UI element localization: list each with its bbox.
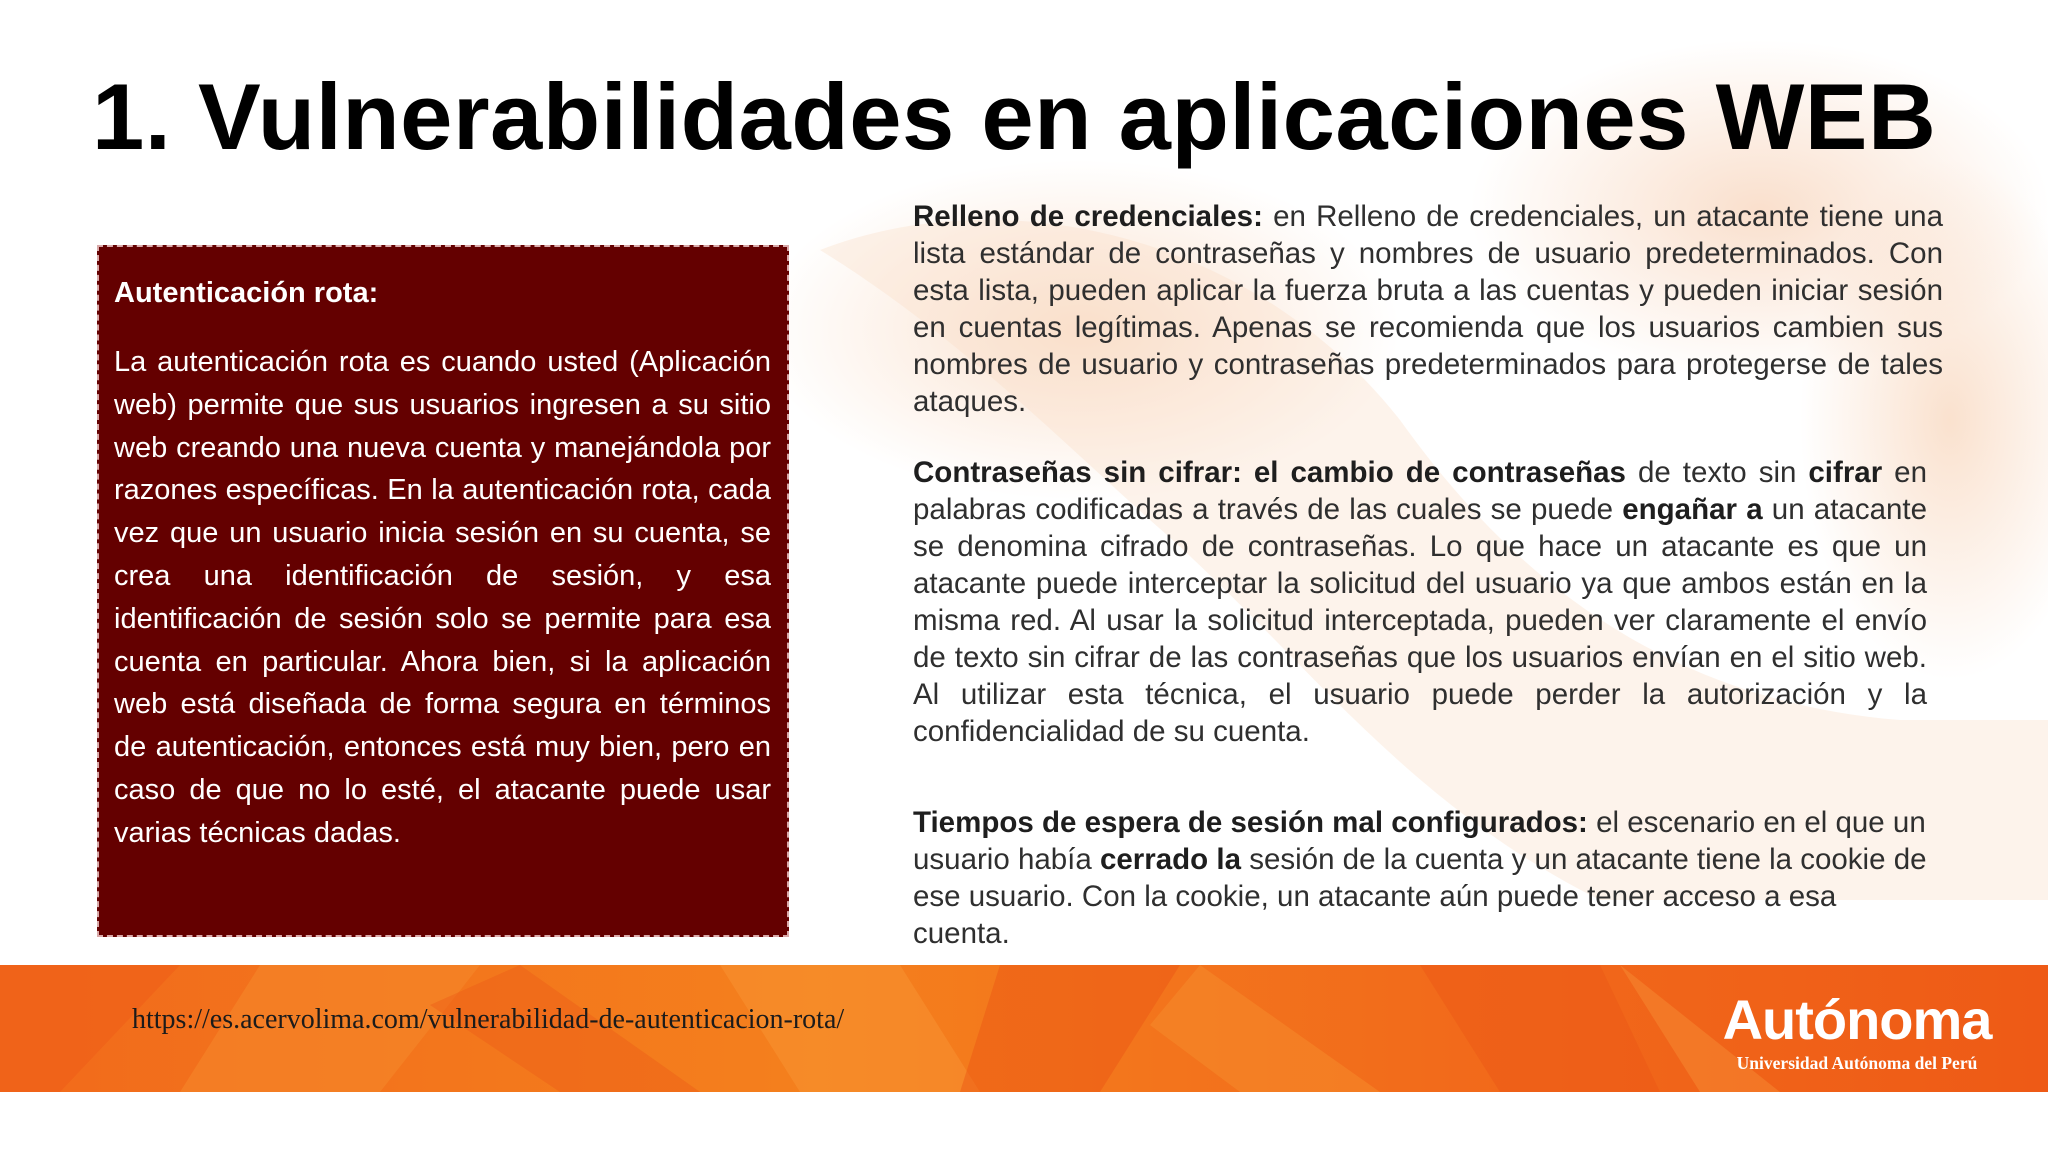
box-heading: Autenticación rota: [114, 277, 379, 309]
session-timeout-term: Tiempos de espera de sesión mal configurados: [913, 806, 1588, 839]
session-timeout-paragraph [913, 804, 1927, 952]
broken-auth-box [97, 245, 789, 937]
unencrypted-passwords-paragraph [913, 454, 1927, 750]
session-timeout-text-2: sesión de la cuenta y un atacante tiene la cookie de ese usuario. Con la cookie, un atacante aún puede tener acceso a esa cuenta. [913, 843, 1927, 950]
unencrypted-passwords-bold-2: cifrar [1808, 456, 1883, 489]
logo-subtitle: Universidad Autónoma del Perú [1736, 1053, 1978, 1073]
credential-stuffing-paragraph [913, 198, 1943, 420]
credential-stuffing-term: Relleno de credenciales: [913, 200, 1263, 233]
unencrypted-passwords-bold-3: engañar a [1622, 493, 1763, 526]
unencrypted-passwords-text-2: en palabras codificadas a través de las cuales se puede [913, 456, 1927, 526]
unencrypted-passwords-text-3: un atacante se denomina cifrado de contraseñas. Lo que hace un atacante es que un atacante puede interceptar la solicitud del usuario ya que ambos están en la misma red. Al usar la solicitud interceptada, pueden ver claramente el envío de texto sin cifrar de las contraseñas que los usuarios envían en el sitio web. Al utilizar esta técnica, el usuario puede perder la autorización y la confidencialidad de su cuenta. [913, 493, 1927, 748]
vulnerability-descriptions [913, 198, 1943, 952]
unencrypted-passwords-text-1: de texto sin [1625, 456, 1809, 489]
box-body: La autenticación rota es cuando usted (Aplicación web) permite que sus usuarios ingresen a su sitio web creando una nueva cuenta y manejándola por razones específicas. En la autenticación rota, cada vez que un usuario inicia sesión en su cuenta, se crea una identificación de sesión, y esa identificación de sesión solo se permite para esa cuenta en particular. Ahora bien, si la aplicación web está diseñada de forma segura en términos de autenticación, entonces está muy bien, pero en caso de que no lo esté, el atacante puede usar varias técnicas dadas. [114, 346, 771, 849]
page-title: 1. Vulnerabilidades en aplicaciones WEB [92, 64, 1937, 169]
logo-name: Autónoma [1722, 988, 1992, 1051]
university-logo [1712, 990, 2002, 1074]
credential-stuffing-text: en Relleno de credenciales, un atacante tiene una lista estándar de contraseñas y nombres de usuario predeterminados. Con esta lista, pueden aplicar la fuerza bruta a las cuentas y pueden iniciar sesión en cuentas legítimas. Apenas se recomienda que los usuarios cambien sus nombres de usuario y contraseñas predeterminados para protegerse de tales ataques. [913, 200, 1943, 418]
session-timeout-bold-2: cerrado la [1099, 843, 1241, 876]
source-link[interactable]: https://es.acervolima.com/vulnerabilidad-de-autenticacion-rota/ [132, 1004, 845, 1035]
session-timeout-text-1: el escenario en el que un usuario había [913, 806, 1926, 876]
unencrypted-passwords-term: Contraseñas sin cifrar: el cambio de contraseñas [913, 456, 1626, 489]
